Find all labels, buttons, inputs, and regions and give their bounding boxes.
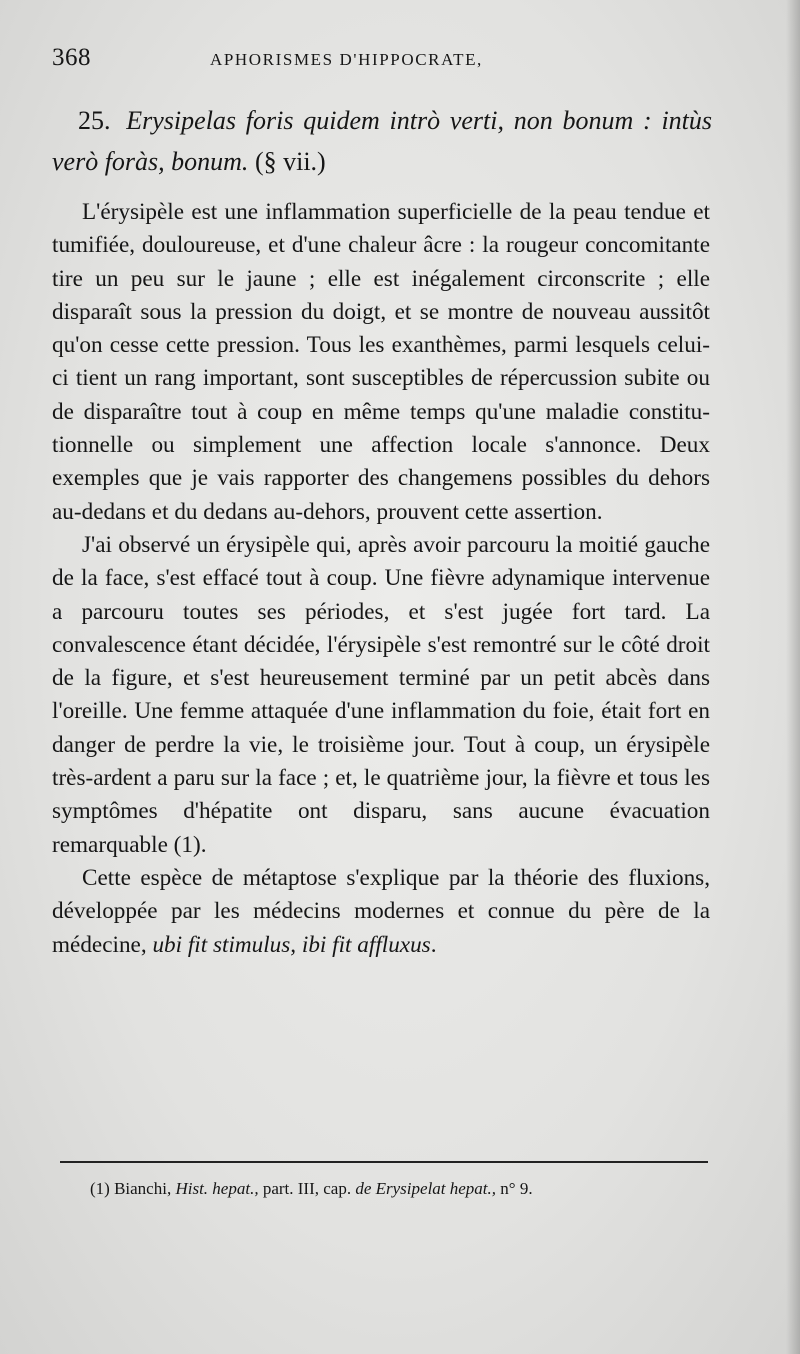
footnote-work: Hist. hepat., [175, 1179, 259, 1198]
commentary-body [52, 196, 710, 962]
latin-quote: ubi fit stimulus, ibi fit affluxus [152, 931, 431, 958]
footnote-chapter-title: de Erysipelat hepat., [355, 1179, 497, 1198]
footnote-marker: (1) [90, 1179, 110, 1198]
paragraph-text: Cette espèce de métaptose s'explique par la théorie des fluxions, développée par les médecins modernes et connue du père de la médecine, [52, 864, 710, 958]
page-edge-shadow [786, 0, 800, 1354]
aphorism-latin-text: Erysipelas foris quidem intrò verti, non bonum : intùs verò foràs, bonum. [52, 106, 713, 176]
footnote-item: n° 9. [500, 1179, 533, 1198]
commentary-paragraph: L'érysipèle est une inflammation superficielle de la peau tendue et tumifiée, douloureuse, et d'une chaleur âcre : la rougeur concomitante tire un peu sur le jaune ; elle est inégalement circonscrite ; elle disparaît sous la pression du doigt, et se montre de nouveau aussitôt qu'on cesse cette pression. Tous les exanthèmes, parmi lesquels celui-ci tient un rang important, sont susceptibles de répercussion subite ou de disparaître tout à coup en même temps qu'une maladie constitu-tionnelle ou simplement une affection locale s'annonce. Deux exemples que je vais rapporter des changemens possibles du dehors au-dedans et du dedans au-dehors, prouvent cette assertion. [52, 199, 710, 525]
page-header [52, 44, 712, 80]
footnote-divider [60, 1161, 708, 1163]
commentary-paragraph: J'ai observé un érysipèle qui, après avoir parcouru la moitié gauche de la face, s'est effacé tout à coup. Une fièvre adynamique intervenue a parcouru toutes ses périodes, et s'est jugée fort tard. La convalescence étant décidée, l'érysipèle s'est remontré sur le côté droit de la figure, et s'est heureusement terminé par un petit abcès dans l'oreille. Une femme attaquée d'une inflammation du foie, était fort en danger de perdre la vie, le troisième jour. Tout à coup, un érysipèle très-ardent a paru sur la face ; et, le quatrième jour, la fièvre et tous les symptômes d'hépatite ont disparu, sans aucune évacuation remarquable (1). [52, 531, 710, 858]
aphorism-reference: (§ vii.) [254, 147, 326, 176]
page-number: 368 [52, 44, 91, 71]
closing-period: . [430, 931, 437, 958]
aphorism-statement [52, 100, 712, 182]
running-head: APHORISMES D'HIPPOCRATE, [210, 50, 483, 69]
commentary-paragraph [52, 862, 710, 962]
footnote-author: Bianchi, [114, 1179, 172, 1198]
footnote [90, 1176, 730, 1202]
aphorism-number: 25. [78, 106, 111, 135]
footnote-location: part. III, cap. [262, 1179, 352, 1198]
